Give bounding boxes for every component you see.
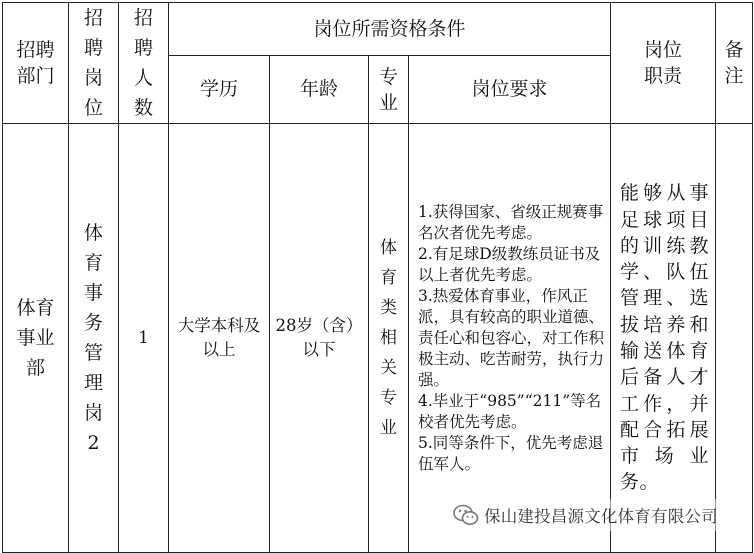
requirement-item: 4.毕业于“985”“211”等名校者优先考虑。 xyxy=(418,391,602,431)
cell-age xyxy=(270,124,369,553)
cell-dept xyxy=(3,124,69,553)
cell-duties: 能够从事足球项目的训练教学、队伍管理、选拔培养和输送体育后备人才工作，并配合拓展市场业务。 xyxy=(611,124,716,553)
header-count-label: 招聘人数 xyxy=(133,7,153,119)
header-duties xyxy=(611,3,716,124)
header-major xyxy=(369,56,409,124)
cell-position xyxy=(69,124,119,553)
header-dept xyxy=(3,3,69,124)
cell-major-text: 体育类相关专业 xyxy=(380,238,397,438)
header-remarks-label: 备注 xyxy=(724,39,744,87)
header-duties-label: 岗位职责 xyxy=(644,39,683,87)
header-education: 学历 xyxy=(169,56,270,124)
watermark xyxy=(452,499,748,531)
cell-position-text: 体育事务管理岗2 xyxy=(83,222,103,454)
header-age: 年龄 xyxy=(270,56,369,124)
header-remarks xyxy=(716,3,753,124)
requirement-item: 3.热爱体育事业，作风正派，具有较高的职业道德、责任心和包容心，对工作积极主动、吃苦耐劳，执行力强。 xyxy=(418,286,605,389)
header-position-label: 招聘岗位 xyxy=(83,7,103,119)
cell-requirements xyxy=(409,124,611,553)
header-qualifications: 岗位所需资格条件 xyxy=(169,3,611,56)
requirement-item: 2.有足球D级教练员证书及以上者优先考虑。 xyxy=(418,244,601,284)
wechat-icon xyxy=(452,502,480,528)
cell-age-text: 28岁（含）以下 xyxy=(275,316,363,359)
header-count xyxy=(119,3,169,124)
header-position xyxy=(69,3,119,124)
cell-remarks xyxy=(716,124,753,553)
cell-dept-text: 体育事业部 xyxy=(16,297,55,379)
header-requirements: 岗位要求 xyxy=(409,56,611,124)
cell-major xyxy=(369,124,409,553)
watermark-text: 保山建投昌源文化体育有限公司 xyxy=(484,507,718,526)
recruitment-table xyxy=(2,2,753,553)
header-dept-label: 招聘部门 xyxy=(16,39,55,87)
requirement-item: 1.获得国家、省级正规赛事名次者优先考虑。 xyxy=(418,202,604,242)
cell-education: 大学本科及以上 xyxy=(169,124,270,553)
requirement-item: 5.同等条件下，优先考虑退伍军人。 xyxy=(418,433,604,473)
header-major-label: 专业 xyxy=(378,65,398,114)
cell-count: 1 xyxy=(119,124,169,553)
